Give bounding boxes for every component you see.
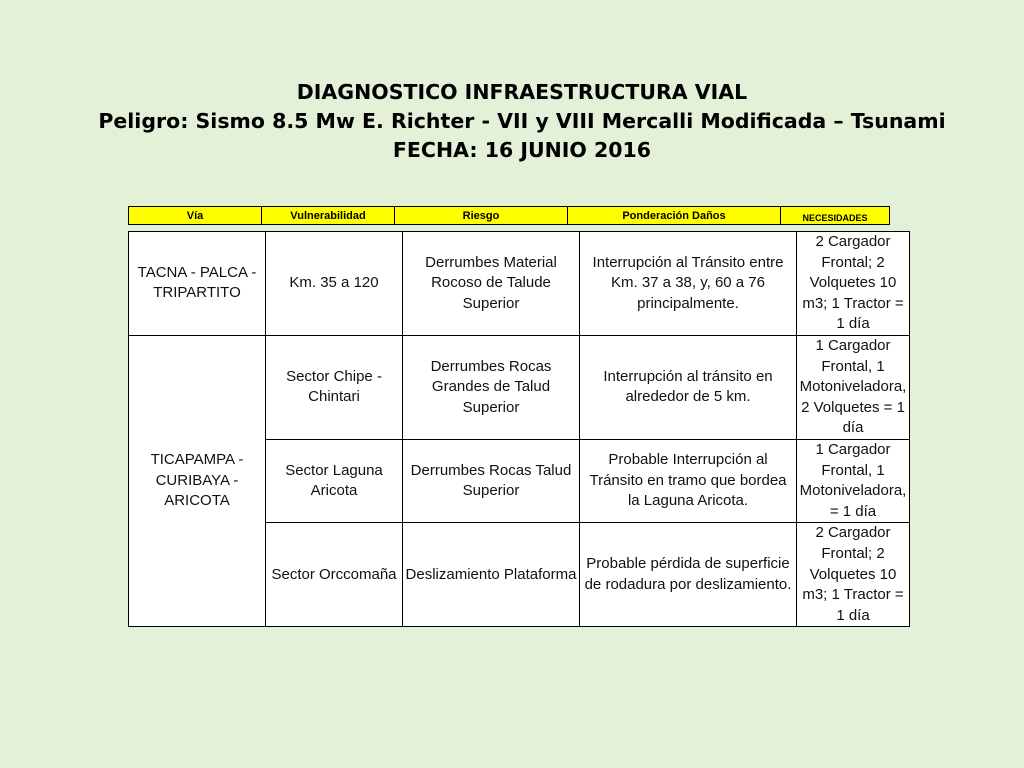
cell-ponderacion: Interrupción al Tránsito entre Km. 37 a 38, y, 60 a 76 principalmente. <box>580 232 797 336</box>
cell-vulnerabilidad: Sector Orccomaña <box>266 523 403 627</box>
page-title <box>0 78 1024 165</box>
cell-necesidades: 1 Cargador Frontal, 1 Motoniveladora, 2 Volquetes = 1 día <box>797 335 910 439</box>
header-riesgo: Riesgo <box>395 207 568 225</box>
header-row <box>129 207 890 225</box>
table-row <box>129 335 910 439</box>
cell-vulnerabilidad: Km. 35 a 120 <box>266 232 403 336</box>
cell-via: TICAPAMPA - CURIBAYA - ARICOTA <box>129 335 266 626</box>
cell-riesgo: Deslizamiento Plataforma <box>403 523 580 627</box>
header-ponderacion: Ponderación Daños <box>568 207 781 225</box>
data-table <box>128 231 910 627</box>
cell-riesgo: Derrumbes Material Rocoso de Talude Superior <box>403 232 580 336</box>
cell-riesgo: Derrumbes Rocas Grandes de Talud Superior <box>403 335 580 439</box>
cell-ponderacion: Interrupción al tránsito en alrededor de 5 km. <box>580 335 797 439</box>
cell-riesgo: Derrumbes Rocas Talud Superior <box>403 439 580 522</box>
title-line-3: FECHA: 16 JUNIO 2016 <box>392 138 652 162</box>
title-line-1: DIAGNOSTICO INFRAESTRUCTURA VIAL <box>296 80 748 104</box>
cell-via: TACNA - PALCA - TRIPARTITO <box>129 232 266 336</box>
cell-necesidades: 1 Cargador Frontal, 1 Motoniveladora, = 1 día <box>797 439 910 522</box>
header-table <box>128 206 890 225</box>
cell-necesidades: 2 Cargador Frontal; 2 Volquetes 10 m3; 1 Tractor = 1 día <box>797 232 910 336</box>
table-row <box>129 232 910 336</box>
cell-vulnerabilidad: Sector Laguna Aricota <box>266 439 403 522</box>
header-vulnerabilidad: Vulnerabilidad <box>262 207 395 225</box>
header-necesidades: NECESIDADES <box>781 207 890 225</box>
cell-ponderacion: Probable Interrupción al Tránsito en tramo que bordea la Laguna Aricota. <box>580 439 797 522</box>
cell-necesidades: 2 Cargador Frontal; 2 Volquetes 10 m3; 1 Tractor = 1 día <box>797 523 910 627</box>
cell-ponderacion: Probable pérdida de superficie de rodadura por deslizamiento. <box>580 523 797 627</box>
header-via: Vía <box>129 207 262 225</box>
cell-vulnerabilidad: Sector Chipe - Chintari <box>266 335 403 439</box>
title-line-2: Peligro: Sismo 8.5 Mw E. Richter - VII y VIII Mercalli Modificada – Tsunami <box>98 109 946 133</box>
